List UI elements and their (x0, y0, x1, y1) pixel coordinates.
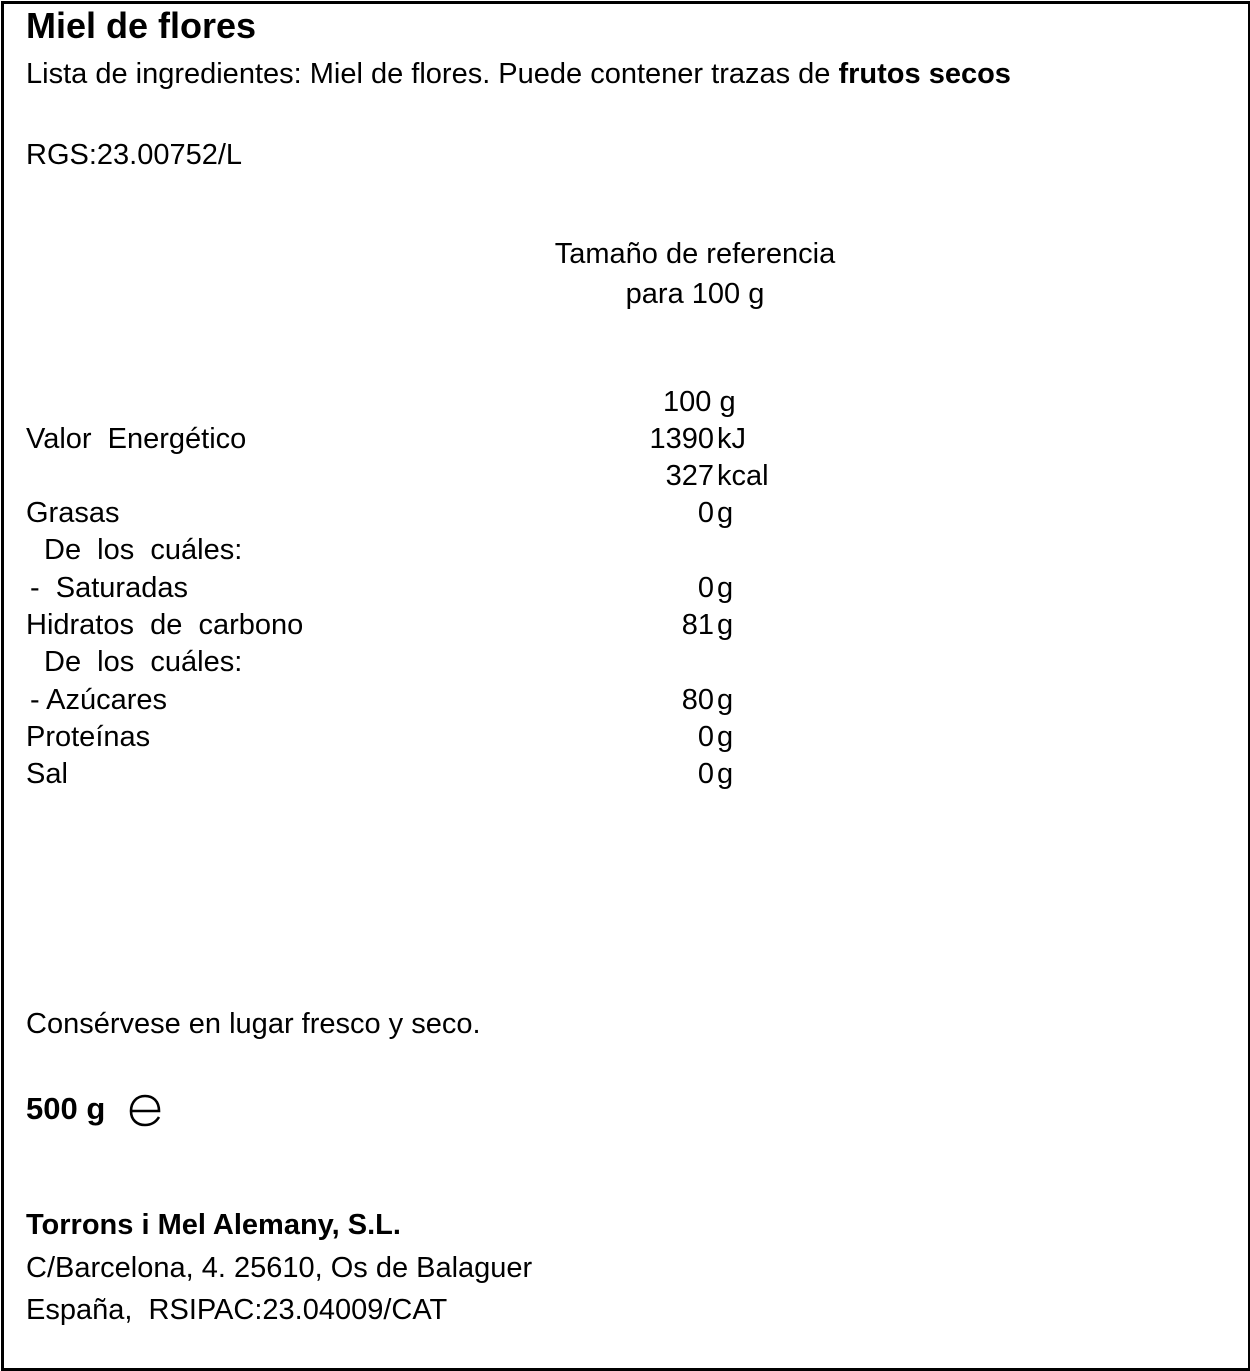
company-name: Torrons i Mel Alemany, S.L. (26, 1209, 401, 1241)
salt-unit: g (717, 758, 734, 790)
protein-value: 0 (697, 721, 714, 753)
ingredients-text: Lista de ingredientes: Miel de flores. Puede contener trazas de (26, 58, 839, 90)
energy-kcal-unit: kcal (717, 460, 769, 492)
energy-kcal-value: 327 (665, 460, 714, 492)
salt-label: Sal (26, 758, 68, 790)
carbs-unit: g (717, 609, 734, 641)
sugars-value: 80 (681, 684, 714, 716)
product-title: Miel de flores (26, 5, 257, 46)
column-header: 100 g (663, 386, 736, 418)
sugars-unit: g (717, 684, 734, 716)
storage-instructions: Consérvese en lugar fresco y seco. (26, 1008, 481, 1040)
fat-label: Grasas (26, 497, 120, 529)
energy-kj-unit: kJ (717, 423, 746, 455)
energy-kj-value: 1390 (649, 423, 714, 455)
salt-value: 0 (697, 758, 714, 790)
sugars-label: - Azúcares (30, 684, 167, 716)
reference-size (540, 234, 850, 314)
rgs-number: RGS:23.00752/L (26, 139, 243, 171)
protein-label: Proteínas (26, 721, 151, 753)
reference-line-2: para 100 g (625, 278, 765, 310)
company-country-rsipac: España, RSIPAC:23.04009/CAT (26, 1294, 448, 1326)
reference-line-1: Tamaño de referencia (554, 238, 836, 270)
net-weight: 500 g (26, 1091, 106, 1126)
company-address: C/Barcelona, 4. 25610, Os de Balaguer (26, 1252, 533, 1284)
protein-unit: g (717, 721, 734, 753)
carbs-value: 81 (681, 609, 714, 641)
fat-of-which-label: De los cuáles: (44, 534, 243, 566)
carbs-of-which-label: De los cuáles: (44, 646, 243, 678)
fat-unit: g (717, 497, 734, 529)
saturated-unit: g (717, 572, 734, 604)
estimated-sign-icon (128, 1092, 162, 1128)
saturated-value: 0 (697, 572, 714, 604)
ingredients-list (26, 57, 1011, 91)
fat-value: 0 (697, 497, 714, 529)
carbs-label: Hidratos de carbono (26, 609, 304, 641)
allergen-text: frutos secos (838, 58, 1011, 90)
saturated-label: - Saturadas (30, 572, 188, 604)
energy-label: Valor Energético (26, 423, 247, 455)
